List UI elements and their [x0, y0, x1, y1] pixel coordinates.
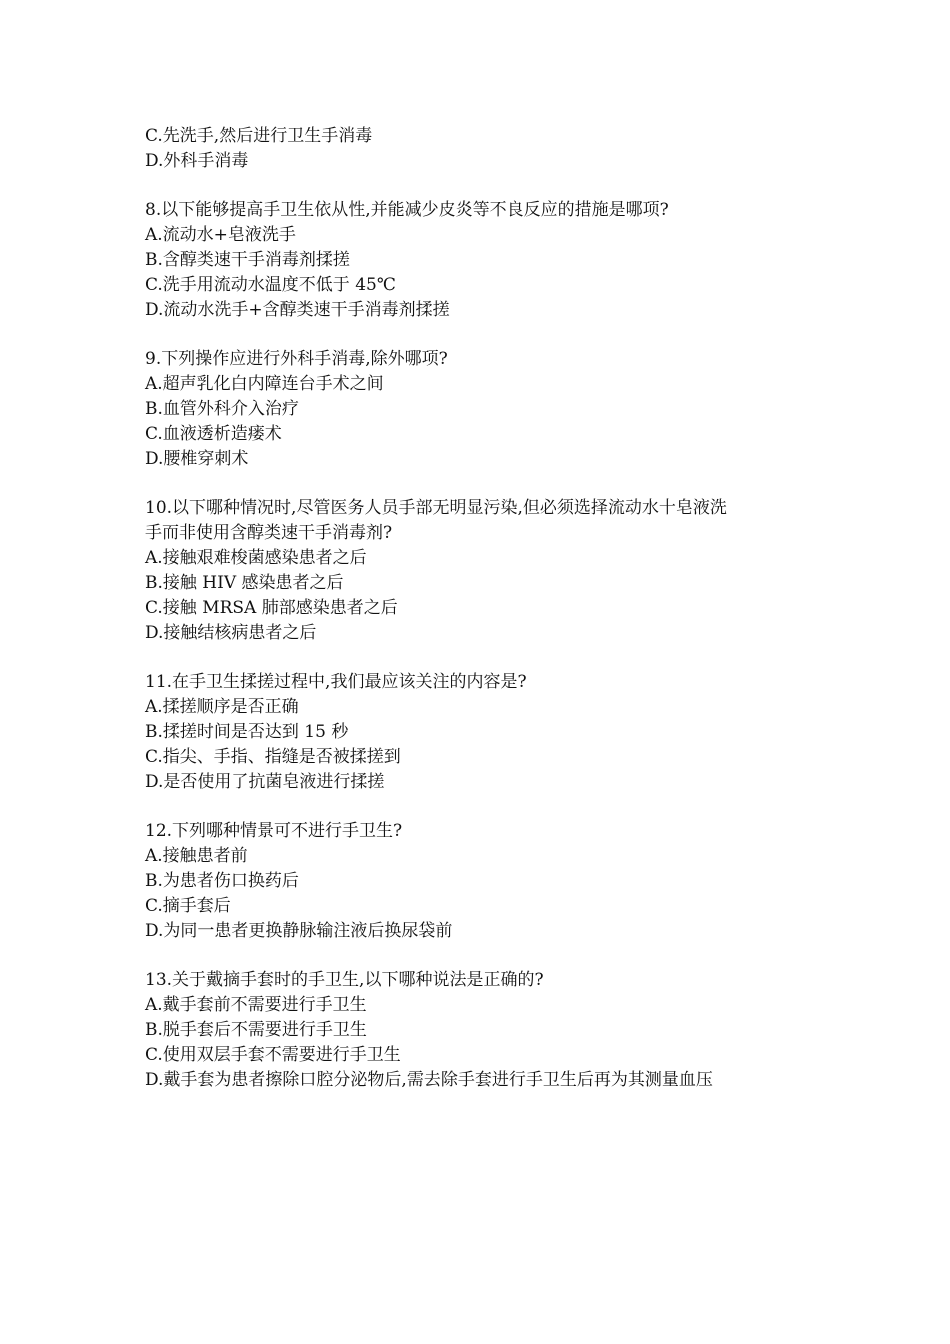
option-c: C.先洗手,然后进行卫生手消毒: [145, 126, 373, 146]
option-d: D.接触结核病患者之后: [145, 623, 317, 643]
option-a: A.戴手套前不需要进行手卫生: [145, 995, 367, 1015]
option-b: B.接触 HIV 感染患者之后: [145, 573, 344, 593]
option-b: B.为患者伤口换药后: [145, 871, 299, 891]
question-stem: 13.关于戴摘手套时的手卫生,以下哪种说法是正确的?: [145, 970, 544, 990]
option-d: D.外科手消毒: [145, 151, 249, 171]
question-stem: 9.下列操作应进行外科手消毒,除外哪项?: [145, 349, 448, 369]
option-d: D.流动水洗手+含醇类速干手消毒剂揉搓: [145, 300, 450, 320]
option-d: D.戴手套为患者擦除口腔分泌物后,需去除手套进行手卫生后再为其测量血压: [145, 1070, 713, 1090]
option-b: B.血管外科介入治疗: [145, 399, 299, 419]
option-c: C.洗手用流动水温度不低于 45℃: [145, 275, 396, 295]
option-a: A.超声乳化白内障连台手术之间: [145, 374, 384, 394]
question-stem-line-2: 手而非使用含醇类速干手消毒剂?: [145, 523, 393, 543]
option-b: B.揉搓时间是否达到 15 秒: [145, 722, 349, 742]
option-a: A.流动水+皂液洗手: [145, 225, 296, 245]
question-10: [145, 496, 845, 646]
question-stem: 8.以下能够提高手卫生依从性,并能减少皮炎等不良反应的措施是哪项?: [145, 200, 669, 220]
option-c: C.血液透析造瘘术: [145, 424, 282, 444]
option-a: A.揉搓顺序是否正确: [145, 697, 299, 717]
option-c: C.接触 MRSA 肺部感染患者之后: [145, 598, 398, 618]
question-9: [145, 347, 845, 472]
question-stem: 12.下列哪种情景可不进行手卫生?: [145, 821, 403, 841]
option-d: D.腰椎穿刺术: [145, 449, 249, 469]
option-d: D.为同一患者更换静脉输注液后换尿袋前: [145, 921, 453, 941]
option-c: C.指尖、手指、指缝是否被揉搓到: [145, 747, 401, 767]
option-b: B.脱手套后不需要进行手卫生: [145, 1020, 367, 1040]
option-a: A.接触艰难梭菌感染患者之后: [145, 548, 367, 568]
previous-question-options: [145, 124, 845, 174]
question-13: [145, 968, 845, 1093]
question-8: [145, 198, 845, 323]
question-11: [145, 670, 845, 795]
option-b: B.含醇类速干手消毒剂揉搓: [145, 250, 350, 270]
option-d: D.是否使用了抗菌皂液进行揉搓: [145, 772, 385, 792]
question-stem-line-1: 10.以下哪种情况时,尽管医务人员手部无明显污染,但必须选择流动水十皂液洗: [145, 498, 727, 518]
document-page: [145, 124, 845, 1093]
option-c: C.使用双层手套不需要进行手卫生: [145, 1045, 401, 1065]
option-a: A.接触患者前: [145, 846, 248, 866]
question-12: [145, 819, 845, 944]
option-c: C.摘手套后: [145, 896, 231, 916]
question-stem: 11.在手卫生揉搓过程中,我们最应该关注的内容是?: [145, 672, 527, 692]
